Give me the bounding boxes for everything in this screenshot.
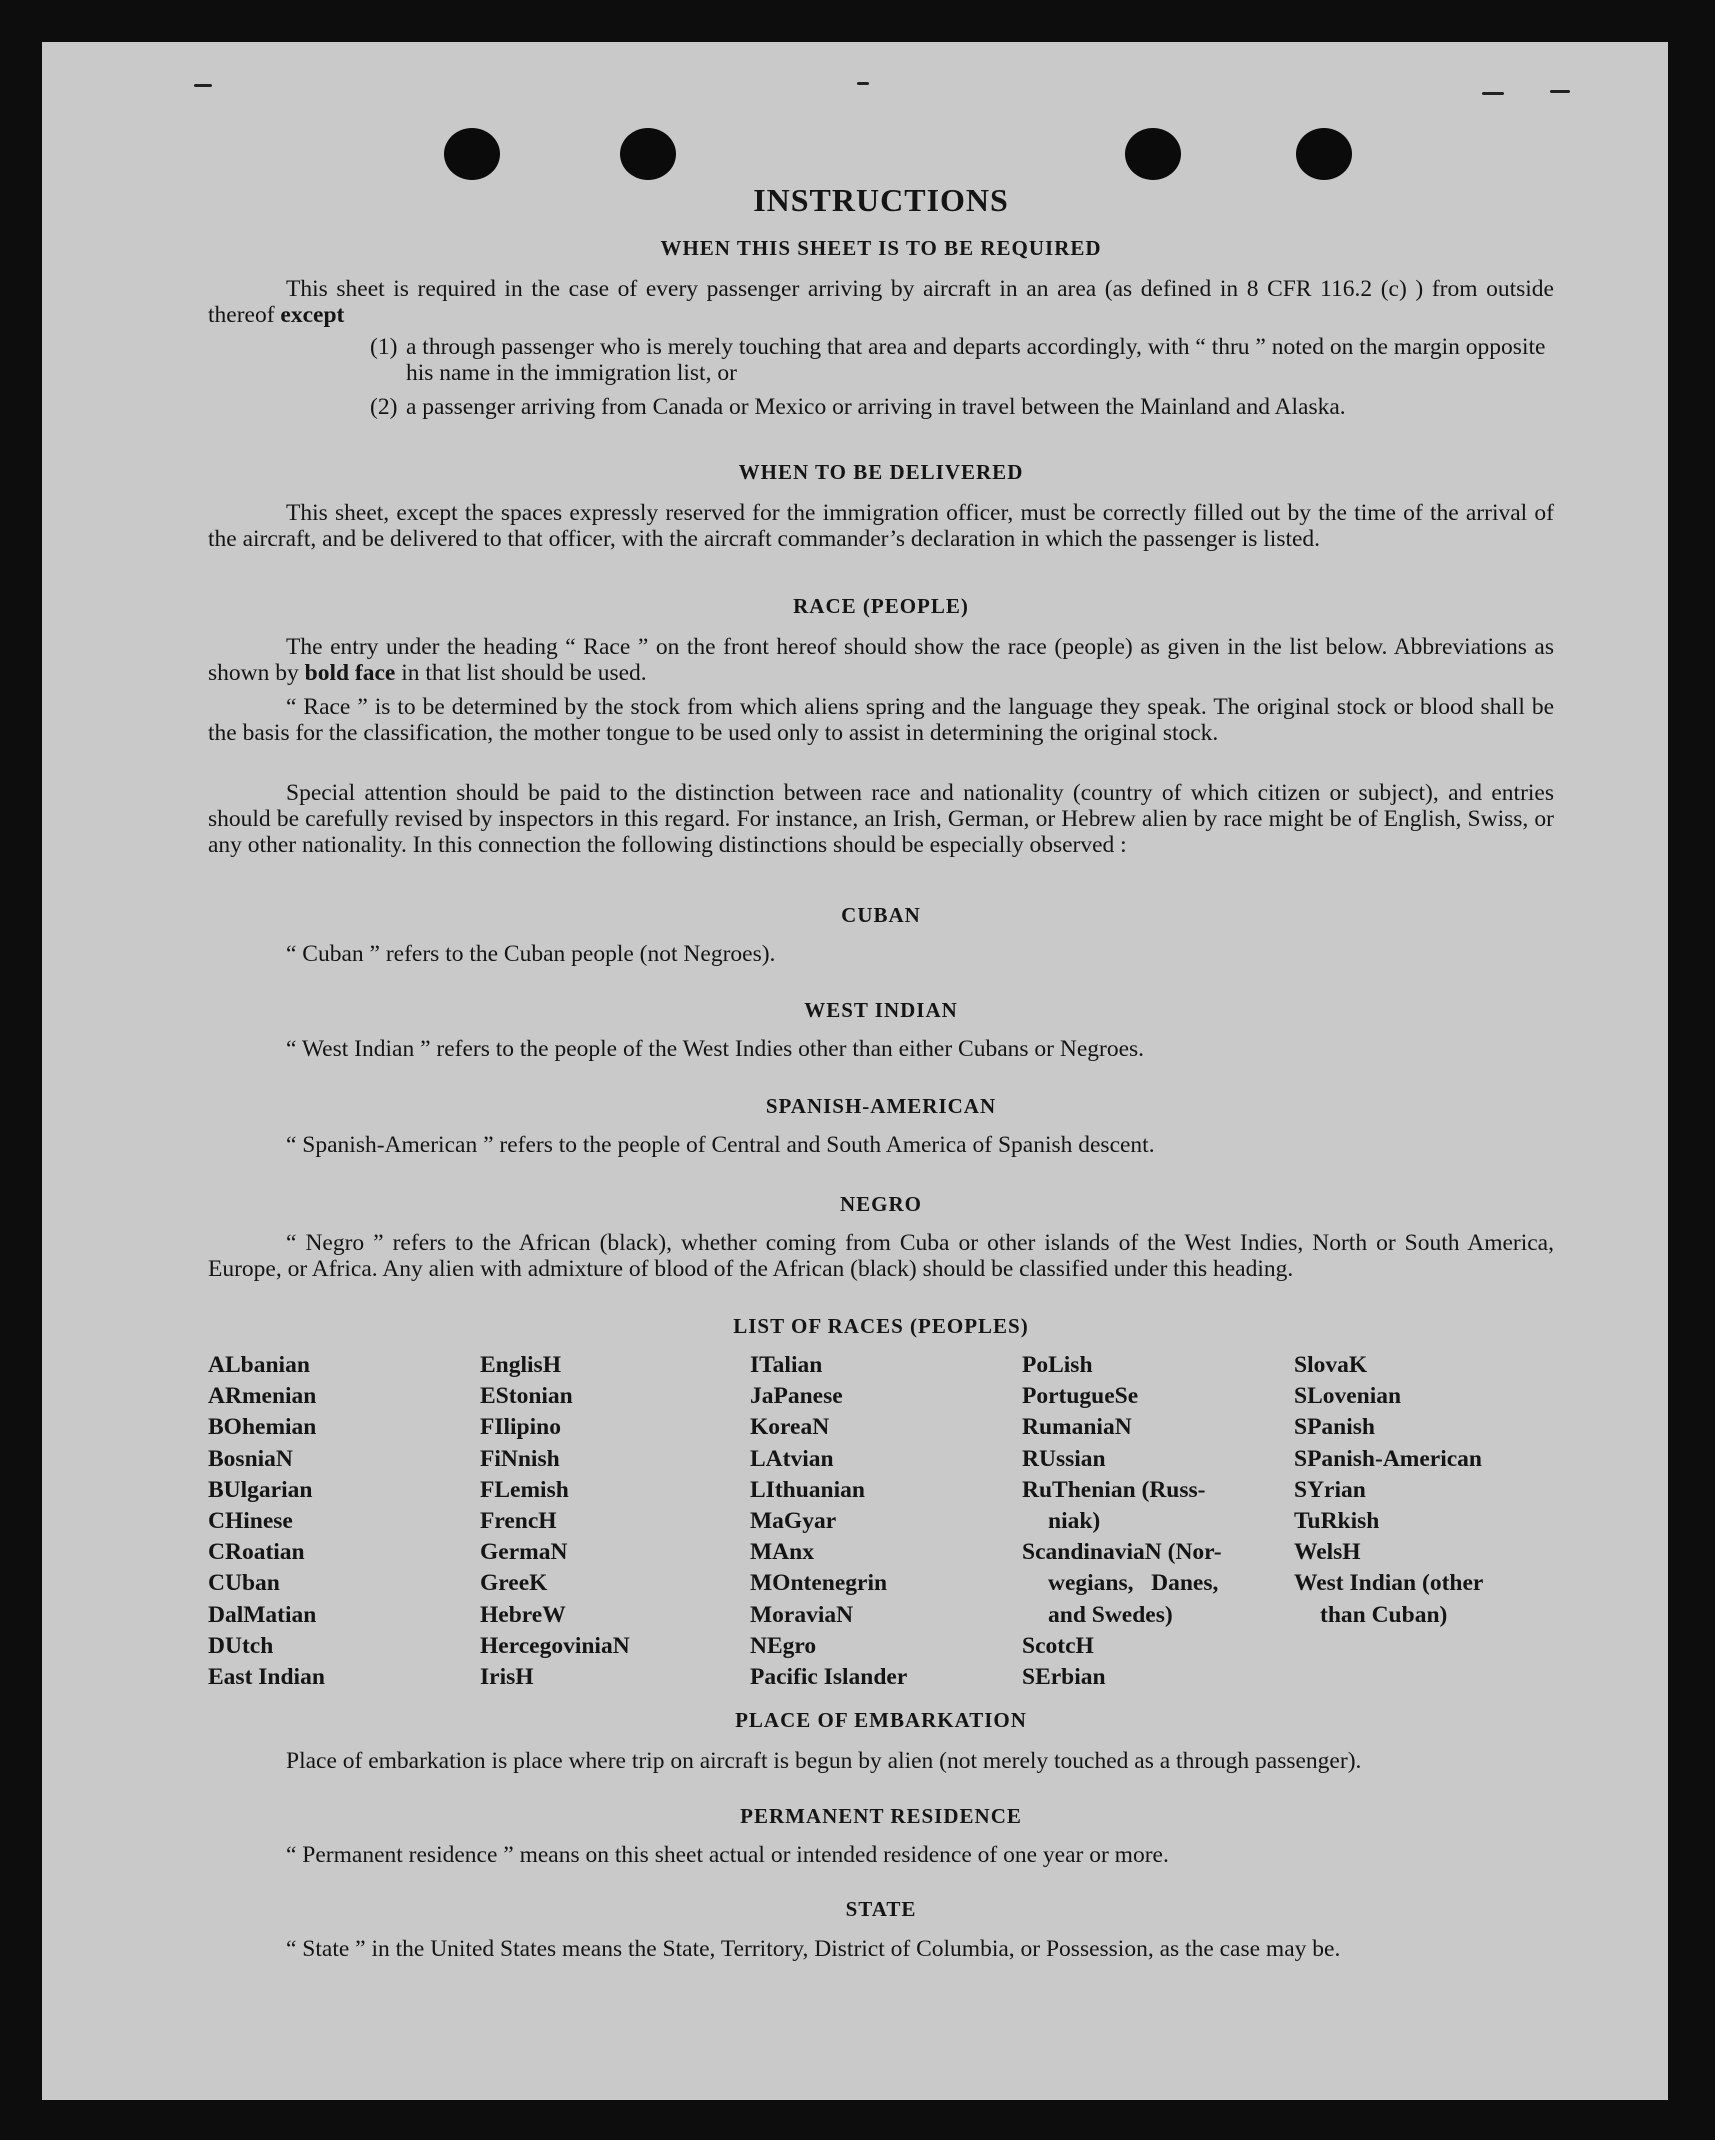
race-item: DUtch bbox=[208, 1632, 274, 1659]
paragraph-negro: “ Negro ” refers to the African (black), whether coming from Cuba or other islands of the West Indies, North or South America, Europe, or Africa. Any alien with admixture of blood of the African (black) should be classified under this heading. bbox=[208, 1230, 1554, 1282]
punch-hole bbox=[444, 128, 500, 180]
race-item: TuRkish bbox=[1294, 1508, 1380, 1535]
race-item: HercegoviniaN bbox=[480, 1632, 630, 1659]
list-item-text: a passenger arriving from Canada or Mexico or arriving in travel between the Mainland and Alaska. bbox=[406, 394, 1346, 420]
races-column-1 bbox=[208, 1350, 325, 1693]
race-item: SPanish bbox=[1294, 1414, 1375, 1441]
page-title: INSTRUCTIONS bbox=[753, 182, 1009, 218]
race-item: BosniaN bbox=[208, 1445, 293, 1472]
race-item: ALbanian bbox=[208, 1352, 310, 1378]
scan-mark bbox=[1482, 92, 1504, 95]
scan-mark bbox=[857, 82, 869, 85]
race-item: East Indian bbox=[208, 1664, 325, 1691]
paragraph-race-1 bbox=[208, 634, 1554, 686]
race-item-continued: than Cuban) bbox=[1320, 1601, 1448, 1628]
race-item: Pacific Islander bbox=[750, 1664, 908, 1691]
race-item: WelsH bbox=[1294, 1539, 1361, 1566]
race-item: SYrian bbox=[1294, 1476, 1366, 1503]
race-item: MOntenegrin bbox=[750, 1570, 888, 1597]
list-item-text: a through passenger who is merely touching that area and departs accordingly, with “ thru ” noted on the margin opposite his name in the immigration list, or bbox=[406, 334, 1546, 386]
heading-state: STATE bbox=[845, 1897, 917, 1921]
race-item: GermaN bbox=[480, 1539, 568, 1566]
race-item: RumaniaN bbox=[1022, 1414, 1132, 1441]
race-item: ARmenian bbox=[208, 1383, 317, 1410]
race-item: EnglisH bbox=[480, 1352, 561, 1378]
paragraph-race-2: “ Race ” is to be determined by the stock from which aliens spring and the language they speak. The original stock or blood shall be the basis for the classification, the mother tongue to be used only to assist in determining the original stock. bbox=[208, 694, 1554, 746]
heading-embarkation: PLACE OF EMBARKATION bbox=[735, 1708, 1027, 1732]
paragraph-race-3: Special attention should be paid to the distinction between race and nationality (country of which citizen or subject), and entries should be carefully revised by inspectors in this regard. For instance, an Irish, German, or Hebrew alien by race might be of English, Swiss, or any other nationality. In this connection the following distinctions should be especially observed : bbox=[208, 780, 1554, 858]
race-item: FIlipino bbox=[480, 1414, 561, 1441]
race-item: CHinese bbox=[208, 1508, 293, 1535]
list-item bbox=[370, 394, 1554, 420]
races-column-5 bbox=[1294, 1350, 1483, 1631]
race-item-continued: niak) bbox=[1048, 1508, 1101, 1535]
race-item-continued: and Swedes) bbox=[1048, 1601, 1173, 1628]
race-item: KoreaN bbox=[750, 1414, 830, 1441]
when-required-text: This sheet is required in the case of every passenger arriving by aircraft in an area (as defined in 8 CFR 116.2 (c) ) from outside thereof bbox=[208, 276, 1554, 328]
race-item: ScotcH bbox=[1022, 1632, 1094, 1659]
race-item: MaGyar bbox=[750, 1508, 837, 1535]
race-item: DalMatian bbox=[208, 1601, 317, 1628]
race-item: FrencH bbox=[480, 1508, 557, 1535]
race-item: BUlgarian bbox=[208, 1476, 313, 1503]
list-item-number: (2) bbox=[370, 394, 398, 420]
race-item: FLemish bbox=[480, 1476, 569, 1503]
race-item: MoraviaN bbox=[750, 1601, 854, 1628]
races-column-3 bbox=[750, 1350, 907, 1693]
race-item: CRoatian bbox=[208, 1539, 305, 1566]
race-text-a: The entry under the heading “ Race ” on the front hereof should show the race (people) as given in the list below. Abbreviations as shown by bbox=[208, 634, 1554, 686]
race-item: NEgro bbox=[750, 1632, 817, 1659]
race-item: PortugueSe bbox=[1022, 1383, 1139, 1410]
race-item: CUban bbox=[208, 1570, 280, 1597]
race-item: FiNnish bbox=[480, 1445, 560, 1472]
paragraph-state: “ State ” in the United States means the State, Territory, District of Columbia, or Possession, as the case may be. bbox=[286, 1936, 1341, 1962]
paragraph-cuban: “ Cuban ” refers to the Cuban people (not Negroes). bbox=[286, 941, 776, 967]
paragraph-when-required bbox=[208, 276, 1554, 328]
race-bold-face: bold face bbox=[304, 660, 396, 686]
race-text-c: in that list should be used. bbox=[401, 660, 647, 686]
list-item bbox=[370, 334, 1554, 386]
race-item: EStonian bbox=[480, 1383, 573, 1410]
race-item: West Indian (other bbox=[1294, 1570, 1484, 1597]
race-item: SlovaK bbox=[1294, 1352, 1368, 1378]
when-required-except: except bbox=[280, 302, 345, 328]
list-item-number: (1) bbox=[370, 334, 398, 360]
race-item: LIthuanian bbox=[750, 1476, 865, 1503]
race-item: RuThenian (Russ- bbox=[1022, 1476, 1206, 1503]
punch-hole bbox=[1296, 128, 1352, 180]
race-item-continued: wegians, Danes, bbox=[1048, 1570, 1219, 1597]
race-item: ITalian bbox=[750, 1352, 823, 1378]
heading-spanish-american: SPANISH-AMERICAN bbox=[765, 1094, 997, 1118]
heading-residence: PERMANENT RESIDENCE bbox=[740, 1804, 1022, 1828]
race-item: RUssian bbox=[1022, 1445, 1106, 1472]
race-item: JaPanese bbox=[750, 1383, 843, 1410]
races-column-4 bbox=[1022, 1350, 1222, 1693]
race-item: SLovenian bbox=[1294, 1383, 1402, 1410]
race-item: HebreW bbox=[480, 1601, 566, 1628]
race-item: BOhemian bbox=[208, 1414, 317, 1441]
race-item: IrisH bbox=[480, 1664, 534, 1691]
races-column-2 bbox=[480, 1350, 630, 1693]
scan-mark bbox=[1550, 90, 1570, 93]
race-item: GreeK bbox=[480, 1570, 548, 1597]
race-item: LAtvian bbox=[750, 1445, 834, 1472]
race-item: MAnx bbox=[750, 1539, 814, 1566]
scan-mark bbox=[194, 84, 212, 87]
race-item: ScandinaviaN (Nor- bbox=[1022, 1539, 1222, 1566]
punch-hole bbox=[1125, 128, 1181, 180]
heading-cuban: CUBAN bbox=[841, 903, 921, 927]
race-item: SPanish-American bbox=[1294, 1445, 1482, 1472]
paragraph-spanish-american: “ Spanish-American ” refers to the people of Central and South America of Spanish descent. bbox=[286, 1132, 1155, 1158]
heading-when-delivered: WHEN TO BE DELIVERED bbox=[738, 460, 1024, 484]
punch-hole bbox=[620, 128, 676, 180]
paragraph-when-delivered: This sheet, except the spaces expressly reserved for the immigration officer, must be correctly filled out by the time of the arrival of the aircraft, and be delivered to that officer, with the aircraft commander’s declaration in which the passenger is listed. bbox=[208, 500, 1554, 552]
heading-list-of-races: LIST OF RACES (PEOPLES) bbox=[733, 1314, 1029, 1338]
heading-when-required: WHEN THIS SHEET IS TO BE REQUIRED bbox=[660, 236, 1102, 260]
heading-negro: NEGRO bbox=[839, 1192, 922, 1216]
paragraph-embarkation: Place of embarkation is place where trip on aircraft is begun by alien (not merely touched as a through passenger). bbox=[286, 1748, 1362, 1774]
paragraph-west-indian: “ West Indian ” refers to the people of the West Indies other than either Cubans or Negroes. bbox=[286, 1036, 1145, 1062]
paragraph-residence: “ Permanent residence ” means on this sheet actual or intended residence of one year or more. bbox=[286, 1842, 1169, 1868]
heading-race: RACE (PEOPLE) bbox=[793, 594, 969, 618]
heading-west-indian: WEST INDIAN bbox=[804, 998, 958, 1022]
race-item: SErbian bbox=[1022, 1664, 1106, 1691]
race-item: PoLish bbox=[1022, 1352, 1093, 1378]
